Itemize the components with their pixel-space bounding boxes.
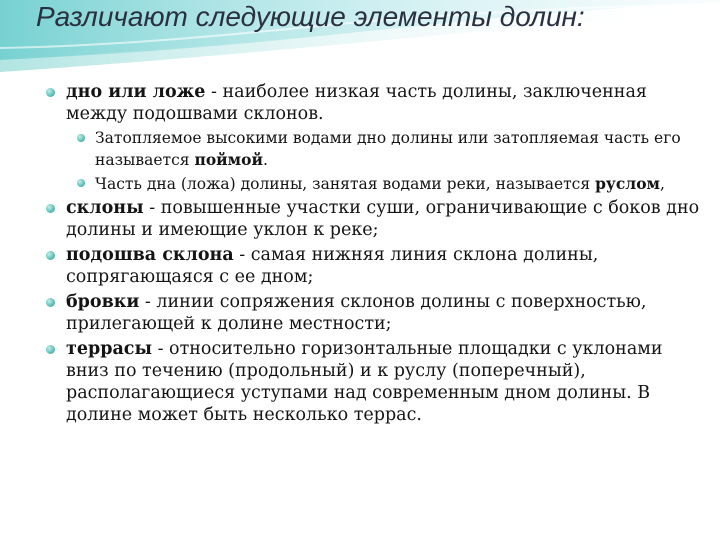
term-podoshva: подошва склона	[66, 245, 234, 265]
slide-title: Различают следующие элементы долин:	[36, 1, 585, 32]
list-item-sklony	[46, 197, 706, 241]
term-sklony: склоны	[66, 198, 144, 218]
list-item-terrasy	[46, 338, 706, 426]
list-item-brovki	[46, 291, 706, 335]
definition-dno: - наиболее низкая часть долины, заключенная между подошвами склонов.	[66, 82, 647, 124]
term-terrasy: террасы	[66, 339, 152, 359]
sub-item-poyma	[77, 128, 706, 171]
bullet-icon	[46, 88, 55, 97]
term-dno: дно или ложе	[66, 82, 206, 102]
sub-item-poyma-end: .	[262, 151, 268, 169]
sub-item-ruslo-end: ,	[660, 175, 665, 193]
main-bullet-list	[46, 81, 706, 426]
term-poyma: поймой	[194, 150, 263, 169]
list-item-podoshva	[46, 244, 706, 288]
bullet-icon	[46, 298, 55, 307]
sub-item-poyma-text: Затопляемое высокими водами дно долины или затопляемая часть его называется	[95, 129, 681, 169]
bullet-icon	[46, 345, 55, 354]
sub-item-ruslo	[77, 173, 706, 195]
term-ruslo: руслом	[595, 174, 661, 193]
bullet-list-content	[46, 81, 706, 429]
definition-sklony: - повышенные участки суши, ограничивающие с боков дно долины и имеющие уклон к реке;	[66, 198, 700, 240]
bullet-icon	[77, 179, 85, 187]
definition-brovki: - линии сопряжения склонов долины с поверхностью, прилегающей к долине местности;	[66, 292, 647, 334]
bullet-icon	[46, 204, 55, 213]
bullet-icon	[77, 134, 85, 142]
sub-item-ruslo-text: Часть дна (ложа) долины, занятая водами реки, называется	[95, 175, 596, 193]
definition-podoshva: - самая нижняя линия склона долины, сопрягающаяся с ее дном;	[66, 245, 599, 287]
definition-terrasy: - относительно горизонтальные площадки с уклонами вниз по течению (продольный) и к руслу (поперечный), располагающиеся уступами над современным дном долины. В долине может быть несколько террас.	[66, 339, 663, 425]
bullet-icon	[46, 251, 55, 260]
list-item-dno	[46, 81, 706, 125]
term-brovki: бровки	[66, 292, 140, 312]
